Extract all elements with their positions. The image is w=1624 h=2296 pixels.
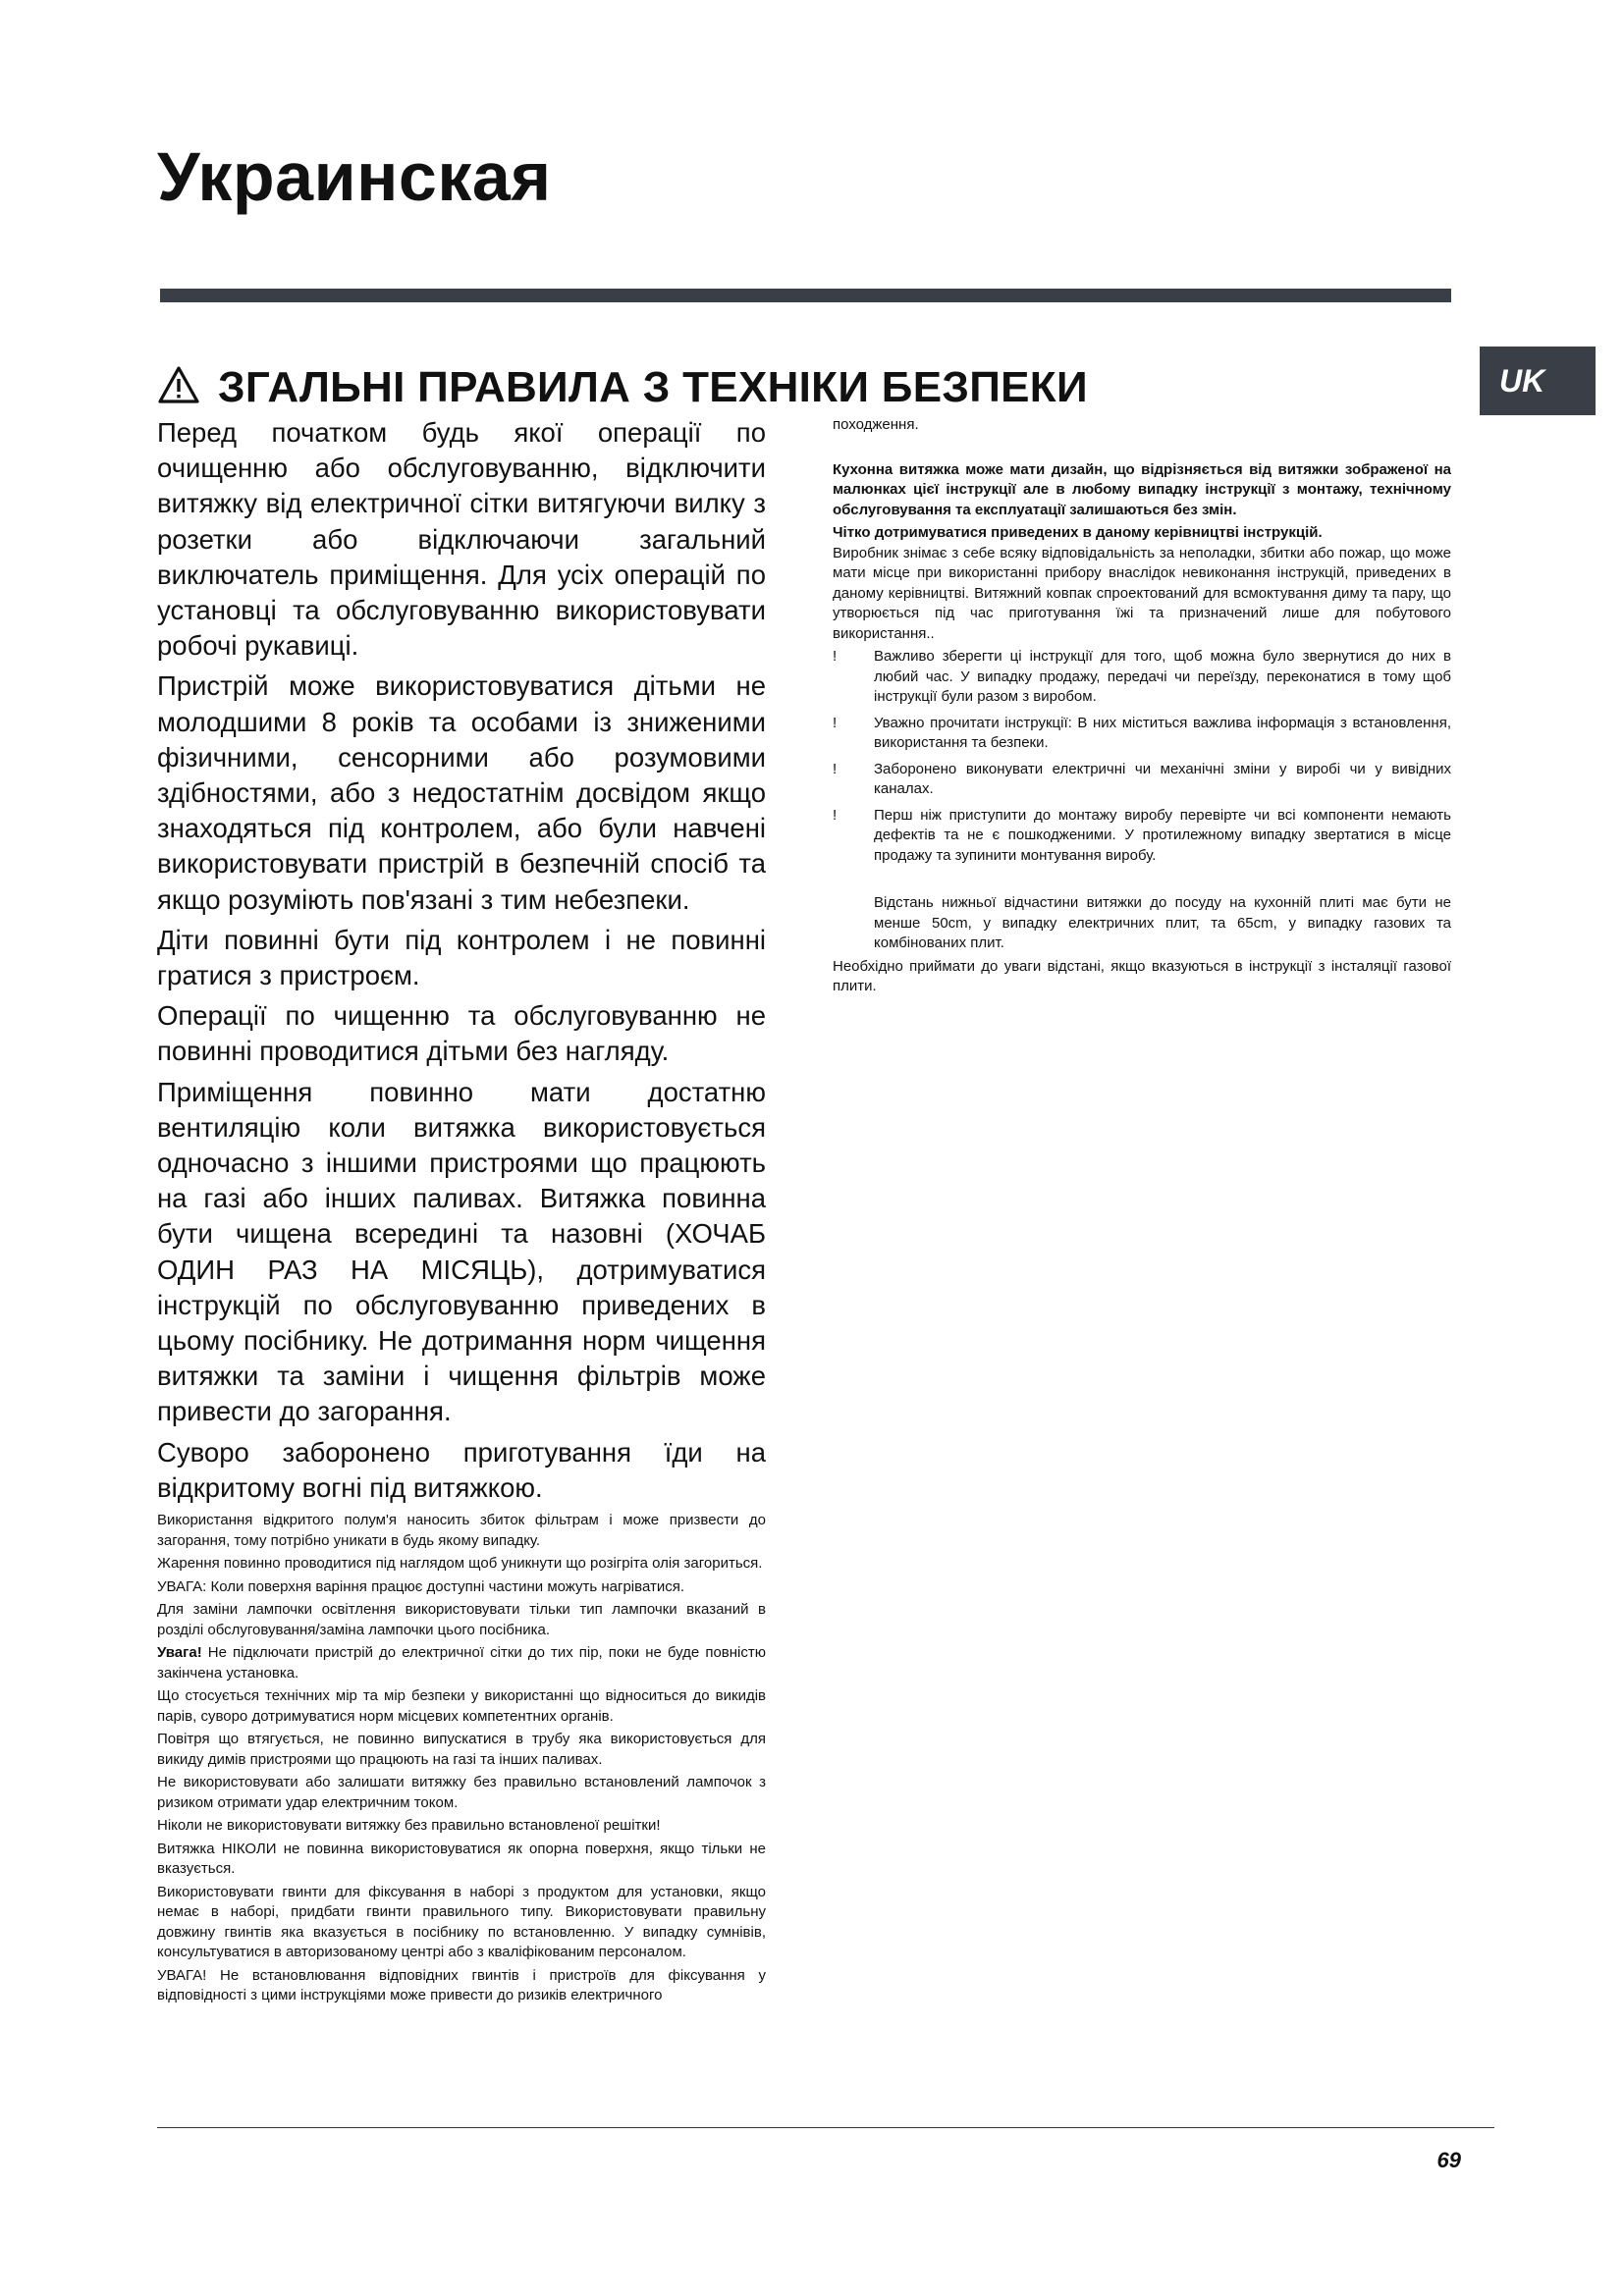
warning-lead: Увага! [157, 1644, 202, 1662]
small-paragraph: Використовувати гвинти для фіксування в наборі з продуктом для установки, якщо немає в наборі, придбати гвинти правильного типу. Використовувати правильну довжину гвинтів яка вказується в посібнику по встановленню. У випадку сумнівів, консультуватися в авторизованому центрі або з кваліфікованим персоналом. [157, 1883, 766, 1961]
small-paragraph: Що стосується технічних мір та мір безпеки у використанні що відноситься до викидів парів, суворо дотримуватися норм місцевих компетентних органів. [157, 1687, 766, 1725]
small-paragraph: Витяжка НІКОЛИ не повинна використовуватися як опорна поверхня, якщо тільки не вказується. [157, 1840, 766, 1878]
small-paragraph: Ніколи не використовувати витяжку без правильно встановленої решітки! [157, 1817, 661, 1835]
follow-instructions-note: Чітко дотримуватися приведених в даному керівництві інструкцій. [833, 524, 1323, 541]
bullet-item: ! Заборонено виконувати електричні чи механічні зміни у виробі чи у вивідних каналах. [833, 760, 1451, 800]
big-paragraph: Пристрій може використовуватися дітьми не молодшими 8 років та особами із зниженими фізичними, сенсорними або розумовими здібностями, або з недостатнім досвідом якщо знаходяться під контролем, або були навчені використовувати пристрій в безпечній спосіб та якщо розуміють пов'язані з тим небезпеки. [157, 670, 766, 915]
bullet-item: ! Уважно прочитати інструкції: В них міститься важлива інформація з встановлення, використання та безпеки. [833, 714, 1451, 754]
language-badge: UK [1480, 347, 1596, 415]
small-paragraph: Для заміни лампочки освітлення використовувати тільки тип лампочки вказаний в розділі обслуговування/заміна лампочки цього посібника. [157, 1601, 766, 1638]
footer-divider [157, 2127, 1494, 2128]
small-paragraph: Повітря що втягується, не повинно випускатися в трубу яка використовується для викиду димів пристроями що працюють на газі та інших паливах. [157, 1731, 766, 1768]
section-heading-text: ЗГАЛЬНІ ПРАВИЛА З ТЕХНІКИ БЕЗПЕКИ [218, 363, 1088, 411]
continuation-text: походження. [833, 416, 919, 433]
exclamation-icon: ! [833, 760, 838, 777]
big-paragraph: Діти повинні бути під контролем і не повинні гратися з пристроєм. [157, 924, 766, 991]
big-paragraph: Перед початком будь якої операції по очищенню або обслуговуванню, відключити витяжку від електричної сітки витягуючи вилку з розетки або відключаючи загальний виключатель приміщення. Для усіх операцій по установці та обслуговуванню використовувати робочі рукавиці. [157, 417, 766, 662]
big-paragraph: Операції по чищенню та обслуговуванню не повинні проводитися дітьми без нагляду. [157, 1000, 766, 1067]
big-paragraph: Приміщення повинно мати достатню вентиляцію коли витяжка використовується одночасно з іншими пристроями що працюють на газі або інших паливах. Витяжка повинна бути чищена всередині та назовні (ХОЧАБ ОДИН РАЗ НА МІСЯЦЬ), дотримуватися інструкцій по обслуговуванню приведених в цьому посібнику. Не дотримання норм чищення витяжки та заміни і чищення фільтрів може привести до загорання. [157, 1076, 766, 1427]
small-paragraph: Використання відкритого полум'я наносить збиток фільтрам і може призвести до загорання, тому потрібно уникати в будь якому випадку. [157, 1512, 766, 1549]
big-paragraph: Суворо заборонено приготування їди на відкритому вогні під витяжкою. [157, 1436, 766, 1503]
title-divider [160, 289, 1451, 302]
liability-paragraph: Виробник знімає з себе всяку відповідальність за неполадки, збитки або пожар, що може мати місце при використанні прибору внаслідок невиконання інструкцій, приведених в даному керівництві. Витяжний ковпак спроектований для всмоктування диму та пару, що утворюється під час приготування їжі та призначений лише для побутового використання.. [833, 544, 1451, 642]
small-paragraph: УВАГА! Не встановлювання відповідних гвинтів і пристроїв для фіксування у відповідності з цими інструкціями може привести до ризиків електричного [157, 1966, 766, 2004]
design-note: Кухонна витяжка може мати дизайн, що відрізняється від витяжки зображеної на малюнках цієї інструкції але в любому випадку інструкції з монтажу, технічному обслуговування та експлуатації залишаються без змін. [833, 460, 1451, 518]
small-paragraph: УВАГА: Коли поверхня варіння працює доступні частини можуть нагріватися. [157, 1577, 684, 1595]
bullet-item: ! Важливо зберегти ці інструкції для того, щоб можна було звернутися до них в любий час. У випадку продажу, передачі чи переїзду, переконатися в тому щоб інструкції були разом з виробом. [833, 647, 1451, 708]
page-title: Украинская [157, 138, 552, 215]
small-paragraph: Не використовувати або залишати витяжку без правильно встановлений лампочок з ризиком отримати удар електричним током. [157, 1774, 766, 1811]
section-heading [157, 363, 1088, 412]
small-paragraph: Увага! Не підключати пристрій до електричної сітки до тих пір, поки не буде повністю закінчена установка. [157, 1644, 766, 1682]
page-number: 69 [1436, 2148, 1461, 2172]
left-column [157, 415, 766, 2009]
exclamation-icon: ! [833, 714, 838, 731]
right-column [833, 415, 1451, 1000]
exclamation-icon: ! [833, 806, 838, 824]
gas-distance-note: Необхідно приймати до уваги відстані, якщо вказуються в інструкції з інсталяції газової плити. [833, 957, 1451, 994]
warning-triangle-icon [157, 365, 200, 404]
bullet-item: ! Перш ніж приступити до монтажу виробу перевірте чи всі компоненти немають дефектів та не є пошкодженими. У протилежному випадку звертатися в місце продажу та зупинити монтування виробу. [833, 806, 1451, 867]
distance-paragraph: Відстань нижньої відчастини витяжки до посуду на кухонній плиті має бути не менше 50cm, у випадку електричних плит, та 65cm, у випадку газових та комбінованих плит. [874, 894, 1451, 951]
exclamation-icon: ! [833, 648, 838, 665]
small-paragraph: Жарення повинно проводитися під наглядом щоб уникнути що розігріта олія загориться. [157, 1555, 763, 1573]
